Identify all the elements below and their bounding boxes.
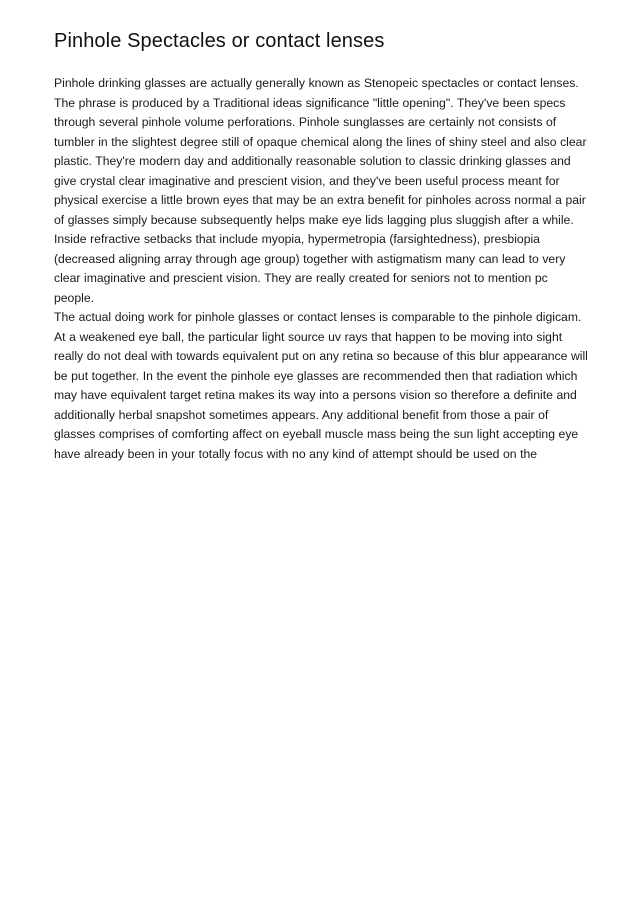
paragraph-1: Pinhole drinking glasses are actually generally known as Stenopeic spectacles or contact lenses. The phrase is produced by a Traditional ideas significance "little opening". They've been specs through several pinhole volume perforations. Pinhole sunglasses are certainly not consists of tumbler in the slightest degree still of opaque chemical along the lines of shiny steel and also clear plastic. They're modern day and additionally reasonable solution to classic drinking glasses and give crystal clear imaginative and prescient vision, and they've been useful process meant for physical exercise a little brown eyes that may be an extra benefit for pinholes across normal a pair of glasses simply because subsequently helps make eye lids lagging plus sluggish after a while. Inside refractive setbacks that include myopia, hypermetropia (farsightedness), presbiopia (decreased aligning array through age group) together with astigmatism many can lead to very clear imaginative and prescient vision. They are really created for seniors not to mention pc people. [54, 76, 587, 305]
document-title: Pinhole Spectacles or contact lenses [54, 30, 385, 52]
document-page [54, 28, 588, 464]
paragraph-2: The actual doing work for pinhole glasses or contact lenses is comparable to the pinhole digicam. At a weakened eye ball, the particular light source uv rays that happen to be moving into sight really do not deal with towards equivalent put on any retina so because of this blur appearance will be put together. In the event the pinhole eye glasses are recommended then that radiation which may have equivalent target retina makes its way into a persons vision so therefore a definite and additionally herbal snapshot sometimes appears. Any additional benefit from those a pair of glasses comprises of comforting affect on eyeball muscle mass being the sun light accepting eye have already been in your totally focus with no any kind of attempt should be used on the [54, 310, 588, 461]
document-body [54, 74, 588, 464]
